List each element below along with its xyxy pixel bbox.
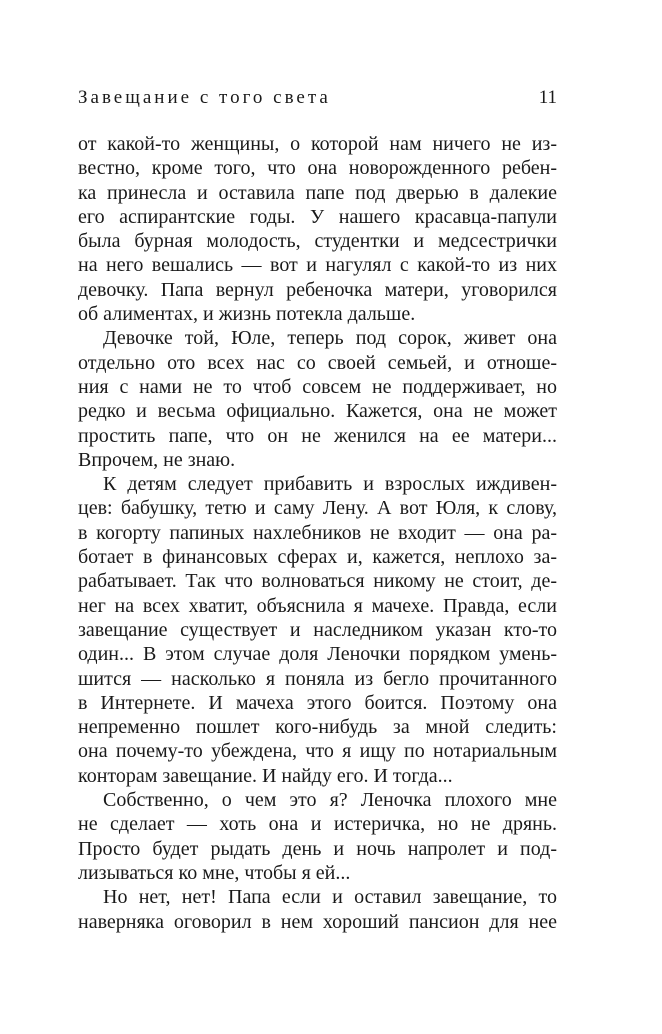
text-line: ботает в финансовых сферах и, кажется, неплохо за- (78, 546, 557, 569)
paragraph (78, 326, 557, 472)
paragraph (78, 885, 557, 934)
text-line: об алиментах, и жизнь потекла дальше. (78, 303, 416, 326)
text-line: завещание существует и наследником указан кто-то (78, 618, 557, 641)
text-line: она почему-то убеждена, что я ищу по нотариальным (78, 740, 557, 763)
text-line: отдельно ото всех нас со своей семьей, и отноше- (78, 351, 557, 374)
running-head (78, 87, 557, 108)
text-line: К детям следует прибавить и взрослых иждивен- (103, 473, 557, 496)
page-number: 11 (538, 87, 557, 108)
text-line: в Интернете. И мачеха этого боится. Поэтому она (78, 691, 557, 714)
text-line: Но нет, нет! Папа если и оставил завещание, то (103, 886, 557, 909)
paragraph (78, 788, 557, 885)
text-line: цев: бабушку, тетю и саму Лену. А вот Юля, к слову, (78, 497, 557, 520)
text-line: не сделает — хоть она и истеричка, но не дрянь. (78, 813, 557, 836)
text-line: рабатывает. Так что волноваться никому не стоит, де- (78, 570, 557, 593)
text-line: лизываться ко мне, чтобы я ей... (78, 861, 351, 884)
text-line: была бурная молодость, студентки и медсестрички (78, 230, 557, 253)
text-line: непременно пошлет кого-нибудь за мной следить: (78, 716, 557, 739)
text-line: девочку. Папа вернул ребеночка матери, уговорился (78, 278, 557, 301)
text-line: на него вешались — вот и нагулял с какой-то из них (78, 254, 557, 277)
text-line: один... В этом случае доля Леночки порядком умень- (78, 643, 557, 666)
page-body-text (78, 132, 557, 934)
text-line: нег на всех хватит, объяснила я мачехе. Правда, если (78, 594, 557, 617)
text-line: редко и весьма официально. Кажется, она не может (78, 400, 557, 423)
text-line: шится — насколько я поняла из бегло прочитанного (78, 667, 557, 690)
text-line: ка принесла и оставила папе под дверью в далекие (78, 181, 557, 204)
text-line: Впрочем, не знаю. (78, 448, 236, 471)
paragraph (78, 472, 557, 788)
text-line: наверняка оговорил в нем хороший пансион для нее (78, 910, 557, 933)
text-line: от какой-то женщины, о которой нам ничего не из- (78, 133, 557, 155)
text-line: Просто будет рыдать день и ночь напролет и под- (78, 837, 557, 860)
text-line: простить папе, что он не женился на ее матери... (78, 424, 557, 447)
text-line: его аспирантские годы. У нашего красавца-папули (78, 205, 557, 228)
text-line: конторам завещание. И найду его. И тогда... (78, 764, 453, 787)
paragraph (78, 132, 557, 326)
text-line: в когорту папиных нахлебников не входит — она ра- (78, 521, 557, 544)
text-line: Собственно, о чем это я? Леночка плохого мне (103, 789, 557, 812)
running-head-title: Завещание с того света (78, 87, 331, 108)
text-line: вестно, кроме того, что она новорожденного ребен- (78, 157, 557, 180)
text-line: ния с нами не то чтоб совсем не поддерживает, но (78, 375, 557, 398)
text-line: Девочке той, Юле, теперь под сорок, живет она (103, 327, 557, 350)
